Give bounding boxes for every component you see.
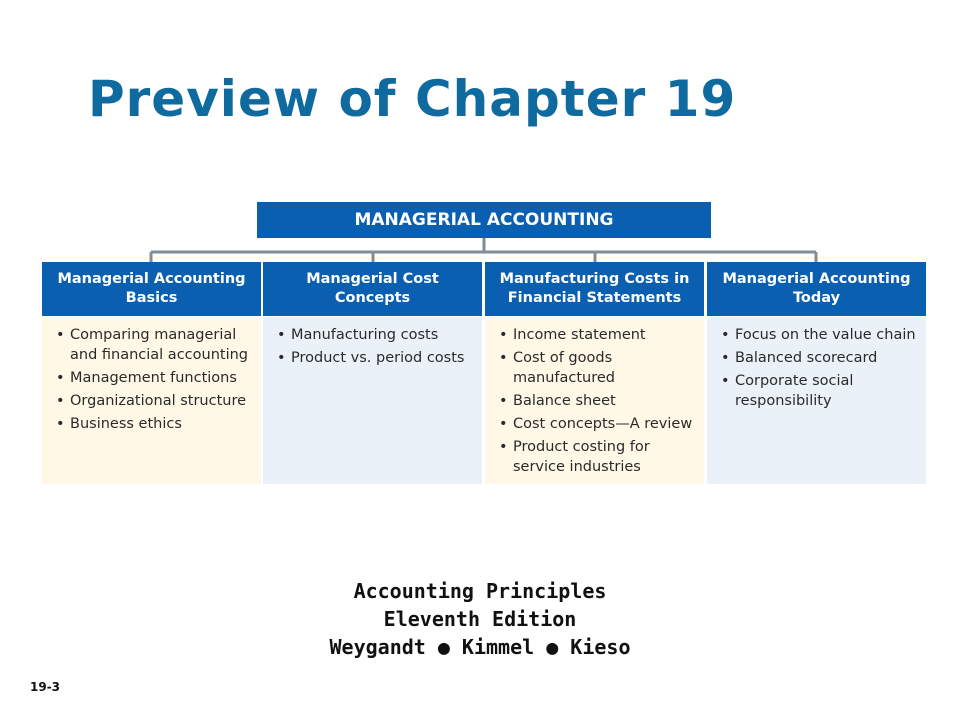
list-item: • Cost of goods manufactured [499, 348, 698, 388]
list-item: • Balanced scorecard [721, 348, 920, 368]
list-item: • Organizational structure [56, 391, 255, 411]
column-body-manufacturing-costs [485, 317, 704, 484]
topic-list [56, 325, 255, 434]
column-body-basics [42, 317, 261, 484]
book-edition: Eleventh Edition [383, 607, 577, 631]
list-item: • Management functions [56, 368, 255, 388]
column-header-basics: Managerial Accounting Basics [42, 262, 261, 316]
list-item: • Cost concepts—A review [499, 414, 698, 434]
book-title: Accounting Principles [353, 579, 607, 603]
book-credit [0, 577, 960, 661]
list-item: • Product vs. period costs [277, 348, 476, 368]
list-item: • Product costing for service industries [499, 437, 698, 477]
column-header-today: Managerial Accounting Today [707, 262, 926, 316]
list-item: • Focus on the value chain [721, 325, 920, 345]
column-body-cost-concepts [263, 317, 482, 484]
root-box: MANAGERIAL ACCOUNTING [257, 202, 711, 238]
column-header-cost-concepts: Managerial Cost Concepts [263, 262, 482, 316]
book-authors: Weygandt ● Kimmel ● Kieso [329, 635, 631, 659]
topic-list [721, 325, 920, 411]
list-item: • Comparing managerial and financial accounting [56, 325, 255, 365]
page-title: Preview of Chapter 19 [88, 70, 737, 128]
column-body-today [707, 317, 926, 484]
topic-list [277, 325, 476, 368]
list-item: • Business ethics [56, 414, 255, 434]
list-item: • Corporate social responsibility [721, 371, 920, 411]
list-item: • Manufacturing costs [277, 325, 476, 345]
list-item: • Income statement [499, 325, 698, 345]
column-header-manufacturing-costs: Manufacturing Costs in Financial Statements [485, 262, 704, 316]
slide-number: 19-3 [30, 680, 61, 694]
topic-list [499, 325, 698, 477]
list-item: • Balance sheet [499, 391, 698, 411]
